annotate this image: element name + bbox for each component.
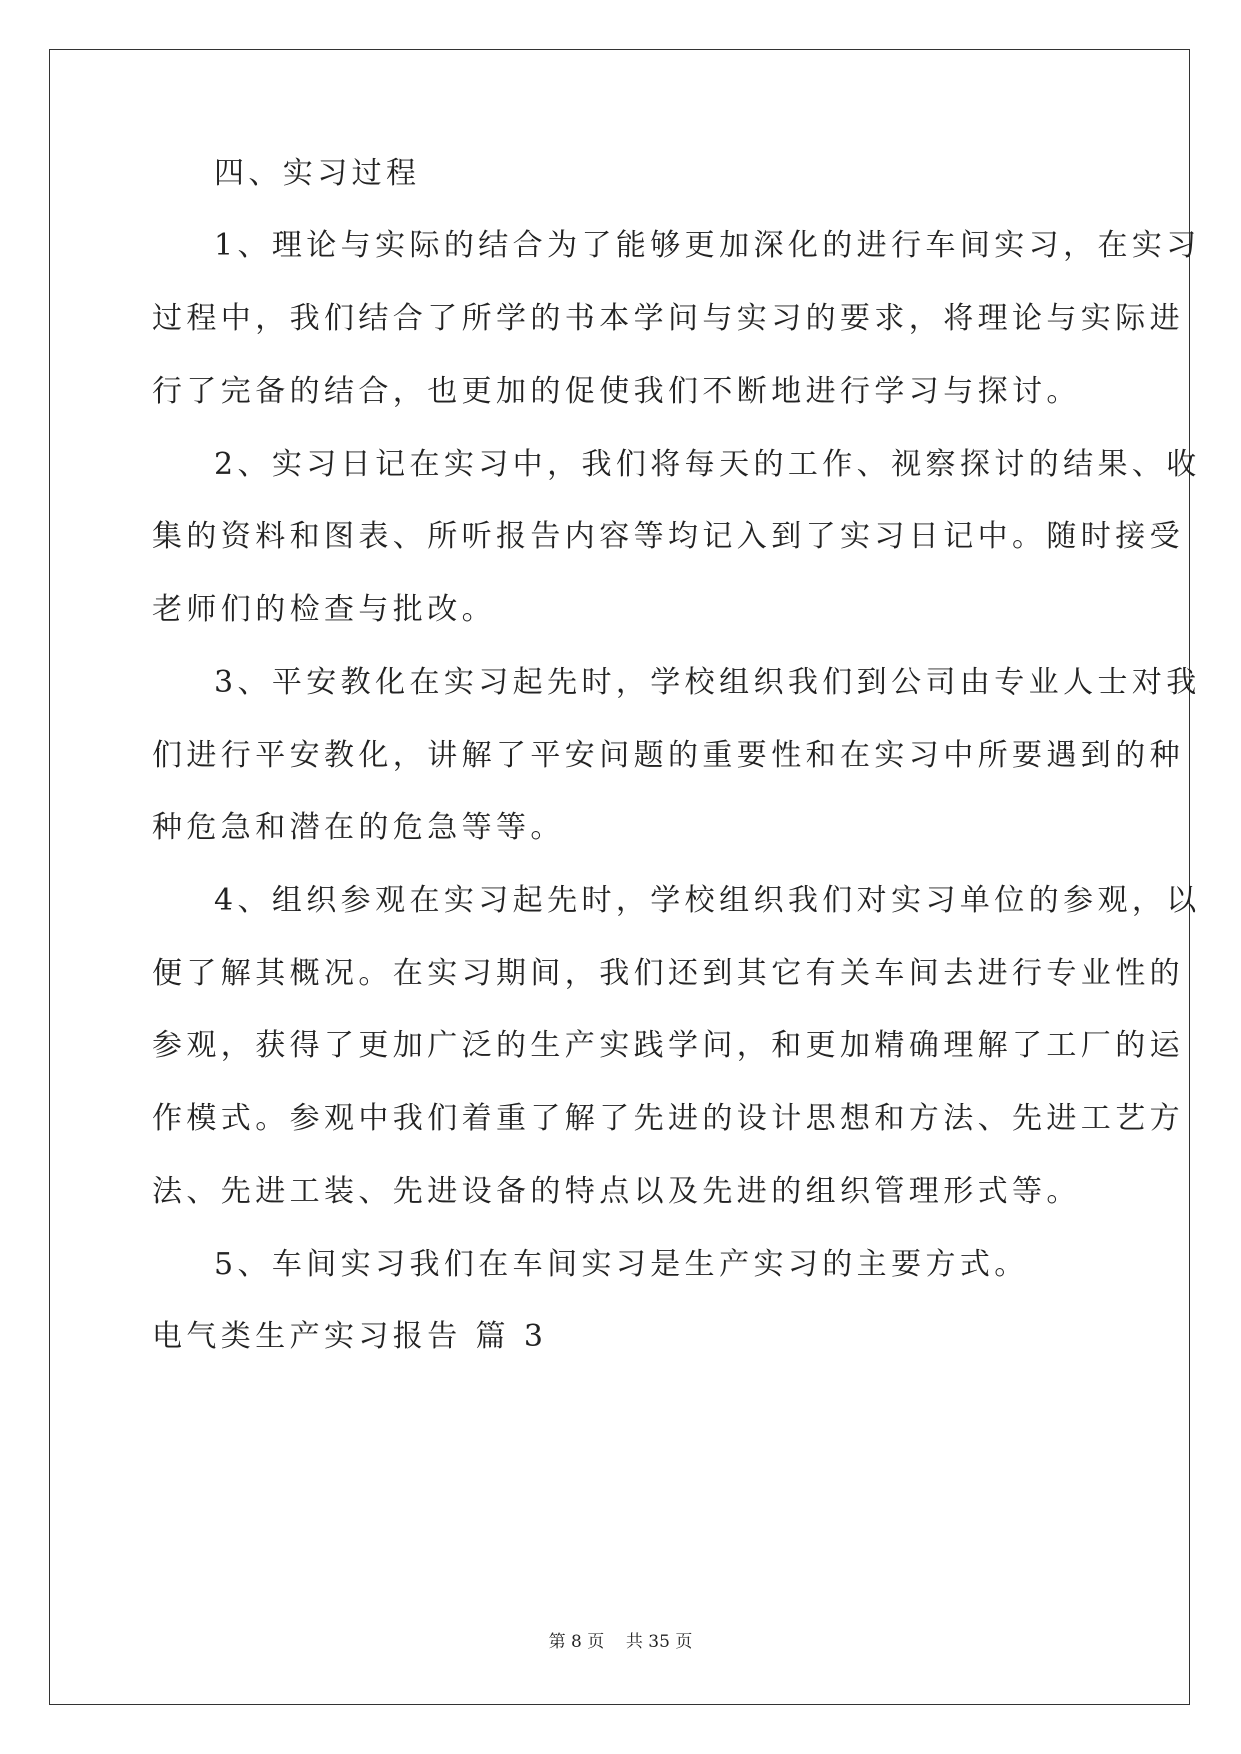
paragraph-line: 2、实习日记在实习中，我们将每天的工作、视察探讨的结果、收 xyxy=(214,447,1201,482)
section-heading: 四、实习过程 xyxy=(214,156,421,191)
paragraph-line: 过程中，我们结合了所学的书本学问与实习的要求，将理论与实际进 xyxy=(152,301,1184,336)
paragraph-line: 1、理论与实际的结合为了能够更加深化的进行车间实习，在实习 xyxy=(214,228,1201,263)
paragraph-line: 4、组织参观在实习起先时，学校组织我们对实习单位的参观，以 xyxy=(214,883,1201,918)
paragraph-line: 3、平安教化在实习起先时，学校组织我们到公司由专业人士对我 xyxy=(214,665,1201,700)
paragraph-line: 5、车间实习我们在车间实习是生产实习的主要方式。 xyxy=(214,1247,1029,1282)
paragraph-line: 作模式。参观中我们着重了解了先进的设计思想和方法、先进工艺方 xyxy=(152,1101,1184,1136)
page-number: 第 8 页 共 35 页 xyxy=(548,1632,693,1652)
paragraph-line: 法、先进工装、先进设备的特点以及先进的组织管理形式等。 xyxy=(152,1174,1081,1209)
paragraph-line: 们进行平安教化，讲解了平安问题的重要性和在实习中所要遇到的种 xyxy=(152,738,1184,773)
section-title: 电气类生产实习报告 篇 3 xyxy=(152,1319,548,1354)
page-frame xyxy=(49,49,1201,1705)
paragraph-line: 行了完备的结合，也更加的促使我们不断地进行学习与探讨。 xyxy=(152,374,1081,409)
paragraph-line: 老师们的检查与批改。 xyxy=(152,592,496,627)
paragraph-line: 集的资料和图表、所听报告内容等均记入到了实习日记中。随时接受 xyxy=(152,519,1184,554)
paragraph-line: 便了解其概况。在实习期间，我们还到其它有关车间去进行专业性的 xyxy=(152,956,1184,991)
page-footer xyxy=(0,1630,1241,1654)
paragraph-line: 参观，获得了更加广泛的生产实践学问，和更加精确理解了工厂的运 xyxy=(152,1028,1184,1063)
paragraph-line: 种危急和潜在的危急等等。 xyxy=(152,810,565,845)
